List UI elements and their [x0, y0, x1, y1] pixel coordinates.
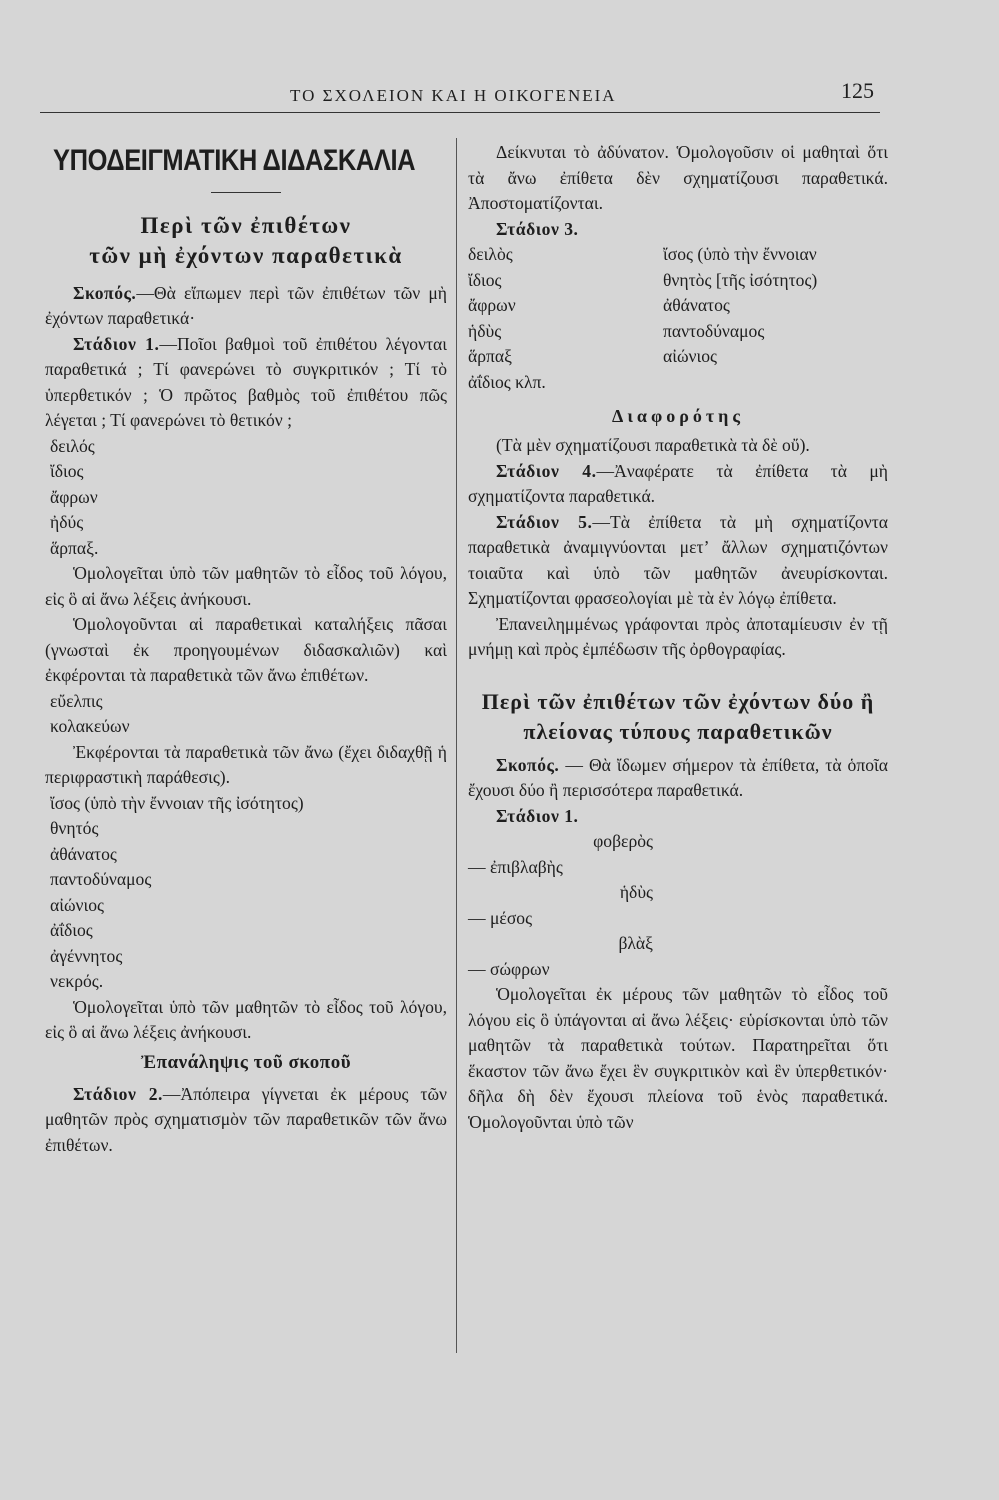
word-item: κολακεύων: [50, 716, 130, 736]
word-list-3: [45, 791, 447, 995]
word-left: ἡδὺς: [468, 320, 502, 341]
word-pair-row: [468, 268, 888, 294]
word-item: παντοδύναμος: [50, 869, 152, 889]
word-triples: [468, 829, 888, 982]
stadio-1b-heading: [468, 804, 888, 830]
word-item: ἅρπαξ.: [50, 537, 99, 558]
title-rule: [211, 192, 281, 193]
skopos-label: Σκοπός.: [73, 282, 137, 303]
word-left: φοβερὸς: [593, 831, 653, 851]
word-item: ἀθάνατος: [50, 843, 117, 864]
word-right: παντοδύναμος: [663, 320, 765, 341]
word-item: ἴδιος: [50, 461, 84, 481]
word-right: αἰώνιος: [663, 346, 717, 366]
stadio-1-paragraph: [45, 332, 447, 434]
word-right: ἴσος (ὑπὸ τὴν ἔννοιαν: [663, 244, 817, 264]
word-item: νεκρός.: [50, 971, 104, 991]
word-left: βλὰξ: [618, 933, 653, 953]
stadio-1-text: —Ποῖοι βαθμοὶ τοῦ ἐπιθέτου λέγονται παραθετικά ; Τί φανερώνει τὸ συγκριτικόν ; Τί τὸ ὑπερθετικόν ; Ὁ πρῶτος βαθμὸς τοῦ ἐπιθέτου πῶς λέγεται ; Τί φανερώνει τὸ θετικόν ;: [45, 333, 447, 430]
section-title-line-2: τῶν μὴ ἐχόντων παραθετικὰ: [89, 242, 403, 268]
stadio-5-paragraph: [468, 510, 888, 612]
left-column: [45, 140, 447, 1158]
column-divider: [456, 138, 457, 1353]
word-item: αἰώνιος: [50, 894, 104, 915]
word-pair-row: [468, 370, 888, 396]
word-item: ἴσος (ὑπὸ τὴν ἔννοιαν τῆς ἰσότητος): [50, 792, 304, 813]
word-list-2: [45, 689, 447, 740]
word-pair-row: [468, 344, 888, 370]
word-item: ἀγέννητος: [50, 945, 123, 966]
word-item: εὔελπις: [50, 690, 103, 711]
page-number: 125: [841, 78, 874, 103]
stadio-4-label: Στάδιον 4.: [496, 460, 597, 481]
skopos-paragraph: [45, 281, 447, 332]
right-paragraph-2: Ἐπανειλημμένως γράφονται πρὸς ἀποταμίευσιν ἐν τῇ μνήμῃ καὶ πρὸς ἐμπέδωσιν τῆς ὀρθογραφίας.: [468, 613, 888, 659]
skopos-text: —Θὰ εἴπωμεν περὶ τῶν ἐπιθέτων τῶν μὴ ἐχόντων παραθετικά·: [45, 282, 447, 328]
word-left: ἀΐδιος κλπ.: [468, 371, 546, 392]
word-item: θνητός: [50, 818, 99, 838]
difference-title: Διαφορότης: [612, 406, 744, 426]
stadio-5-text: —Τὰ ἐπίθετα τὰ μὴ σχηματίζοντα παραθετικὰ ἀναμιγνύονται μετ’ ἄλλων σχηματιζόντων τοιαῦτα καὶ ὑπὸ τῶν μαθητῶν ἀνευρίσκονται. Σχηματίζονται φρασεολογίαι μὲ τὰ ἐν λόγῳ ἐπίθετα.: [468, 511, 888, 608]
stadio-2-paragraph: [45, 1082, 447, 1159]
word-right: — ἐπιβλαβὴς: [468, 856, 563, 877]
word-pair-row: [468, 319, 888, 345]
stadio-5-label: Στάδιον 5.: [496, 511, 593, 532]
paragraph-2: Ὁμολογοῦνται αἱ παραθετικαὶ καταλήξεις πᾶσαι (γνωσταὶ ἐκ προηγουμένων διδασκαλιῶν) καὶ ἐκφέρονται τὰ παραθετικὰ τῶν ἄνω ἐπιθέτων.: [45, 614, 447, 685]
word-left: ἡδὺς: [619, 882, 653, 902]
stadio-4-paragraph: [468, 459, 888, 510]
skopos-2-text: — Θὰ ἴδωμεν σήμερον τὰ ἐπίθετα, τὰ ὁποῖα ἔχουσι δύο ἢ περισσότερα παραθετικά.: [468, 754, 888, 800]
section-2-title: Περὶ τῶν ἐπιθέτων τῶν ἐχόντων δύο ἢ πλείονας τύπους παραθετικῶν: [481, 688, 875, 744]
recap-title: Ἐπανάληψις τοῦ σκοποῦ: [140, 1051, 352, 1073]
word-left: ἄφρων: [468, 295, 516, 315]
paragraph-4: Ὁμολογεῖται ὑπὸ τῶν μαθητῶν τὸ εἶδος τοῦ λόγου, εἰς ὃ αἱ ἄνω λέξεις ἀνήκουσι.: [45, 996, 447, 1042]
word-right: ἀθάνατος: [663, 295, 730, 315]
right-column: [468, 140, 888, 1135]
stadio-2-text: —Ἀπόπειρα γίγνεται ἐκ μέρους τῶν μαθητῶν πρὸς σχηματισμὸν τῶν παραθετικῶν τῶν ἄνω ἐπιθέτων.: [45, 1083, 448, 1155]
stadio-1-label: Στάδιον 1.: [73, 333, 160, 354]
word-left: ἅρπαξ: [468, 346, 512, 366]
page-header: [40, 78, 880, 113]
word-right: — σώφρων: [468, 958, 550, 979]
word-right: θνητὸς [τῆς ἰσότητος): [663, 269, 818, 290]
word-right: — μέσος: [468, 907, 533, 928]
main-title: ΥΠΟΔΕΙΓΜΑΤΙΚΗ ΔΙΔΑΣΚΑΛΙΑ: [53, 144, 416, 177]
word-triple-row: [468, 829, 888, 880]
paragraph-3: Ἐκφέρονται τὰ παραθετικὰ τῶν ἄνω (ἔχει διδαχθῇ ἡ περιφραστικὴ παράθεσις).: [45, 741, 447, 787]
word-left: ἴδιος: [468, 269, 502, 290]
skopos-2-paragraph: [468, 753, 888, 804]
word-list-1: [45, 434, 447, 562]
stadio-2-label: Στάδιον 2.: [73, 1083, 163, 1104]
stadio-3-label: Στάδιον 3.: [496, 218, 579, 239]
stadio-1b-label: Στάδιον 1.: [496, 805, 579, 826]
word-item: δειλός: [50, 435, 95, 456]
running-title: ΤΟ ΣΧΟΛΕΙΟΝ ΚΑΙ Η ΟΙΚΟΓΕΝΕΙΑ: [290, 86, 617, 105]
right-paragraph-1: Δείκνυται τὸ ἀδύνατον. Ὁμολογοῦσιν οἱ μαθηταὶ ὅτι τὰ ἄνω ἐπίθετα δὲν σχηματίζουσι παραθετικά. Ἀποστοματίζονται.: [468, 142, 888, 213]
word-pairs: [468, 242, 888, 395]
right-paragraph-3: Ὁμολογεῖται ἐκ μέρους τῶν μαθητῶν τὸ εἶδος τοῦ λόγου εἰς ὃ ὑπάγονται αἱ ἄνω λέξεις· εὑρίσκονται ὑπὸ τῶν μαθητῶν τὰ παραθετικὰ τούτων. Παρατηρεῖται ὅτι ἕκαστον τῶν ἄνω ἔχει ἓν συγκριτικὸν καὶ ἓν ὑπερθετικόν· δῆλα δὴ δὲν ἔχουσι πλείονα τοῦ ἑνὸς παραθετικά. Ὁμολογοῦνται ὑπὸ τῶν: [468, 984, 888, 1132]
word-pair-row: [468, 242, 888, 268]
section-title-line-1: Περὶ τῶν ἐπιθέτων: [140, 212, 352, 238]
stadio-4-text: —Ἀναφέρατε τὰ ἐπίθετα τὰ μὴ σχηματίζοντα παραθετικά.: [468, 460, 888, 506]
word-pair-row: [468, 293, 888, 319]
paragraph-1: Ὁμολογεῖται ὑπὸ τῶν μαθητῶν τὸ εἶδος τοῦ λόγου, εἰς ὃ αἱ ἄνω λέξεις ἀνήκουσι.: [45, 563, 447, 609]
skopos-2-label: Σκοπός.: [496, 754, 560, 775]
word-item: ἀΐδιος: [50, 920, 93, 940]
word-triple-row: [468, 931, 888, 982]
difference-text: (Τὰ μὲν σχηματίζουσι παραθετικὰ τὰ δὲ οὔ).: [496, 435, 810, 455]
word-item: ἠδύς: [50, 512, 84, 532]
section-title: [45, 211, 447, 271]
word-triple-row: [468, 880, 888, 931]
word-left: δειλὸς: [468, 244, 513, 264]
stadio-3-heading: [468, 217, 888, 243]
word-item: ἄφρων: [50, 486, 98, 507]
